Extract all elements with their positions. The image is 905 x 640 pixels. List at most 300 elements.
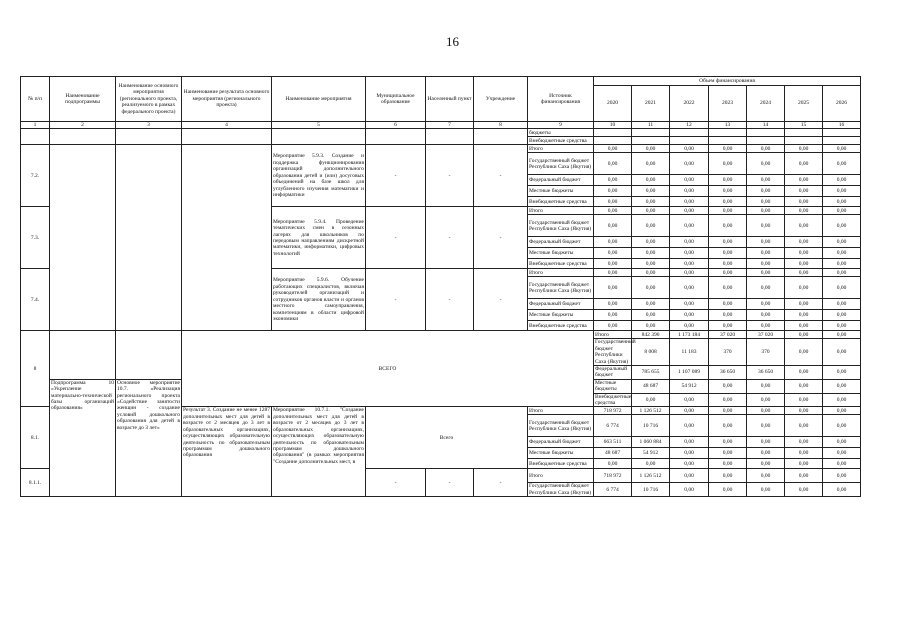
- funding-value: 0,00: [747, 448, 785, 459]
- funding-value: 0,00: [785, 366, 823, 380]
- funding-value: 0,00: [670, 186, 709, 197]
- row-number: 8.1.1.: [21, 469, 50, 497]
- funding-value: 1 126 512: [632, 469, 670, 483]
- event-name: Мероприятие 10.7.1. "Создание дополнительных мест для детей в возрасте от 2 месяцев до 3 лет в образовательных организациях, осуществляющих образовательную деятельность по образовательным программам дошкольного образования" (в рамках мероприятия "Создание дополнительных мест, в: [272, 407, 366, 497]
- funding-value: 0,00: [670, 407, 709, 415]
- event-name: Мероприятие 5.9.6. Обучение работающих специалистов, включая руководителей организаций и сотрудников органов власти и органов местного самоуправления, компетенциям в области цифровой экономики: [272, 269, 366, 331]
- funding-value: 663 511: [594, 437, 632, 448]
- funding-value: 0,00: [823, 259, 861, 269]
- funding-value: 0,00: [823, 248, 861, 259]
- funding-value: 11 183: [670, 339, 709, 366]
- column-index: 14: [747, 122, 785, 129]
- funding-value: 0,00: [747, 321, 785, 331]
- column-index: 7: [426, 122, 474, 129]
- funding-value: 0,00: [594, 277, 632, 299]
- funding-value: 37 020: [709, 331, 747, 339]
- funding-value: 0,00: [747, 215, 785, 237]
- source-label: Государственный бюджет Республики Саха (Якутия): [528, 483, 594, 497]
- funding-value: 0,00: [670, 483, 709, 497]
- column-index: 9: [528, 122, 594, 129]
- funding-value: 0,00: [823, 469, 861, 483]
- source-label: Местные бюджеты: [528, 248, 594, 259]
- funding-value: 0,00: [785, 207, 823, 215]
- funding-value: 0,00: [823, 415, 861, 437]
- funding-value: 0,00: [709, 175, 747, 186]
- year-header: 2022: [670, 86, 709, 122]
- empty-cell: [182, 129, 272, 145]
- institution: -: [474, 207, 528, 269]
- funding-value: 0,00: [670, 215, 709, 237]
- funding-value: 0,00: [709, 448, 747, 459]
- funding-value: 370: [747, 339, 785, 366]
- empty-cell: [182, 145, 272, 331]
- funding-value: [594, 137, 632, 145]
- institution: -: [474, 469, 528, 497]
- funding-value: 842 390: [632, 331, 670, 339]
- funding-value: 0,00: [594, 175, 632, 186]
- funding-value: 0,00: [823, 175, 861, 186]
- source-label: Внебюджетные средства: [528, 321, 594, 331]
- funding-value: [785, 137, 823, 145]
- funding-value: 0,00: [785, 415, 823, 437]
- funding-value: [785, 129, 823, 137]
- funding-value: 0,00: [670, 237, 709, 248]
- empty-cell: [50, 145, 116, 331]
- header-funding: Объем финансирования: [594, 77, 861, 86]
- funding-value: 718 972: [594, 469, 632, 483]
- funding-value: 48 687: [632, 379, 670, 393]
- funding-value: 0,00: [747, 277, 785, 299]
- funding-value: 0,00: [670, 153, 709, 175]
- table-row: [21, 129, 861, 137]
- funding-value: 0,00: [709, 186, 747, 197]
- funding-value: [823, 129, 861, 137]
- funding-value: 0,00: [823, 459, 861, 469]
- event-name: Мероприятие 5.9.3. Создание и поддержка функционирования организаций дополнительного образования детей и (или) досуговых объединений на базе школ для углубленного изучения математики и информатики: [272, 145, 366, 207]
- funding-value: 0,00: [785, 310, 823, 321]
- funding-value: 0,00: [785, 459, 823, 469]
- funding-value: 0,00: [785, 393, 823, 407]
- funding-value: 0,00: [823, 379, 861, 393]
- funding-value: 0,00: [785, 197, 823, 207]
- settlement: -: [426, 145, 474, 207]
- funding-value: 0,00: [709, 469, 747, 483]
- funding-value: 0,00: [594, 145, 632, 153]
- funding-value: 0,00: [594, 153, 632, 175]
- funding-value: 0,00: [747, 186, 785, 197]
- source-label: Итого: [528, 407, 594, 415]
- funding-value: 0,00: [823, 197, 861, 207]
- column-index: 6: [366, 122, 426, 129]
- funding-value: 0,00: [594, 299, 632, 310]
- funding-value: 0,00: [670, 437, 709, 448]
- funding-value: 0,00: [785, 437, 823, 448]
- funding-value: 0,00: [632, 186, 670, 197]
- funding-value: 0,00: [709, 277, 747, 299]
- settlement: -: [426, 207, 474, 269]
- funding-value: [670, 129, 709, 137]
- funding-value: 0,00: [594, 269, 632, 277]
- funding-value: 0,00: [670, 321, 709, 331]
- funding-value: 0,00: [632, 153, 670, 175]
- funding-value: 0,00: [709, 459, 747, 469]
- source-label: Итого: [594, 331, 632, 339]
- empty-cell: [116, 145, 182, 331]
- funding-value: 6 774: [594, 415, 632, 437]
- funding-value: 0,00: [670, 393, 709, 407]
- column-index: 13: [709, 122, 747, 129]
- empty-cell: [50, 331, 116, 379]
- funding-value: 0,00: [747, 437, 785, 448]
- funding-value: 718 972: [594, 407, 632, 415]
- funding-value: 0,00: [823, 237, 861, 248]
- funding-value: 0,00: [709, 259, 747, 269]
- source-label: Государственный бюджет Республики Саха (Якутия): [528, 415, 594, 437]
- funding-value: 0,00: [747, 299, 785, 310]
- funding-value: 0,00: [594, 215, 632, 237]
- funding-value: [747, 137, 785, 145]
- funding-value: 0,00: [785, 448, 823, 459]
- funding-value: 0,00: [785, 469, 823, 483]
- source-label: Внебюджетные средства: [528, 259, 594, 269]
- funding-value: 0,00: [823, 437, 861, 448]
- funding-value: 36 650: [747, 366, 785, 380]
- row-number: 7.4.: [21, 269, 50, 331]
- funding-value: 0,00: [747, 175, 785, 186]
- result-name: Результат 3. Создание не менее 1287 дополнительных мест для детей в возрасте от 2 месяцев до 3 лет в образовательных организациях, осуществляющих образовательную деятельность по образовательным программам дошкольного образования: [182, 407, 272, 497]
- source-label: Итого: [528, 269, 594, 277]
- main-event-name: Основное мероприятие 10.7. «Реализация регионального проекта «Содействие занятости женщин - создание условий дошкольного образования для детей в возрасте до 3 лет»: [116, 379, 182, 496]
- funding-value: 0,00: [785, 483, 823, 497]
- settlement: -: [426, 469, 474, 497]
- year-header: 2021: [632, 86, 670, 122]
- row-number: 8.1.: [21, 407, 50, 469]
- header-main-event: Наименование основного мероприятия (регионального проекта, реализуемого в рамках федерального проекта): [116, 77, 182, 122]
- funding-value: 0,00: [747, 469, 785, 483]
- empty-cell: [116, 331, 182, 379]
- funding-value: 785 655: [632, 366, 670, 380]
- funding-value: 0,00: [670, 415, 709, 437]
- funding-value: [747, 129, 785, 137]
- funding-value: 0,00: [594, 248, 632, 259]
- total-label: ВСЕГО: [182, 331, 594, 407]
- subprogram-name: Подпрограмма 10 «Укрепление материально-технической базы организаций образования»: [50, 379, 116, 496]
- funding-value: 0,00: [823, 407, 861, 415]
- funding-value: 0,00: [785, 331, 823, 339]
- funding-value: 0,00: [785, 215, 823, 237]
- funding-value: 0,00: [747, 153, 785, 175]
- funding-value: 0,00: [670, 299, 709, 310]
- funding-value: 8 008: [632, 339, 670, 366]
- row-number: 8: [21, 331, 50, 407]
- funding-value: 0,00: [709, 393, 747, 407]
- empty-cell: [426, 129, 474, 145]
- source-label: Государственный бюджет Республики Саха (Якутия): [528, 215, 594, 237]
- funding-value: 0,00: [670, 459, 709, 469]
- header-source: Источник финансирования: [528, 77, 594, 122]
- institution: -: [474, 269, 528, 331]
- funding-value: 0,00: [709, 299, 747, 310]
- source-label: Итого: [528, 145, 594, 153]
- funding-value: 0,00: [823, 321, 861, 331]
- source-label: Государственный бюджет Республики Саха (Якутия): [595, 339, 636, 365]
- funding-value: 0,00: [670, 248, 709, 259]
- source-label: бюджеты: [528, 129, 594, 137]
- funding-value: [709, 129, 747, 137]
- source-label: Федеральный бюджет: [528, 299, 594, 310]
- year-header: 2020: [594, 86, 632, 122]
- municipality: -: [366, 145, 426, 207]
- funding-value: 0,00: [594, 259, 632, 269]
- funding-value: 0,00: [785, 237, 823, 248]
- page-number: 16: [446, 34, 459, 49]
- funding-value: 0,00: [785, 407, 823, 415]
- funding-value: 0,00: [670, 310, 709, 321]
- funding-value: 0,00: [785, 145, 823, 153]
- funding-value: 48 687: [594, 448, 632, 459]
- funding-value: 370: [709, 339, 747, 366]
- funding-value: 0,00: [632, 175, 670, 186]
- funding-value: 0,00: [785, 299, 823, 310]
- funding-value: 0,00: [823, 215, 861, 237]
- funding-value: 0,00: [709, 237, 747, 248]
- column-index: 11: [632, 122, 670, 129]
- column-index: 4: [182, 122, 272, 129]
- source-label: Местные бюджеты: [528, 448, 594, 459]
- column-index: 5: [272, 122, 366, 129]
- empty-cell: [116, 129, 182, 145]
- source-label: Федеральный бюджет: [528, 437, 594, 448]
- funding-value: 0,00: [632, 459, 670, 469]
- funding-value: 0,00: [747, 248, 785, 259]
- funding-value: 0,00: [670, 175, 709, 186]
- source-label: Федеральный бюджет: [528, 175, 594, 186]
- year-header: 2024: [747, 86, 785, 122]
- funding-value: 0,00: [632, 145, 670, 153]
- source-label: Внебюджетные средства: [595, 393, 632, 407]
- funding-value: 0,00: [709, 483, 747, 497]
- funding-value: 0,00: [747, 197, 785, 207]
- year-header: 2023: [709, 86, 747, 122]
- funding-value: 1 107 089: [670, 366, 709, 380]
- source-label: Итого: [528, 469, 594, 483]
- funding-value: [670, 137, 709, 145]
- funding-value: 0,00: [823, 393, 861, 407]
- empty-cell: [272, 129, 366, 145]
- column-index: 8: [474, 122, 528, 129]
- funding-value: 0,00: [670, 197, 709, 207]
- source-label: Федеральный бюджет: [528, 237, 594, 248]
- funding-value: 0,00: [823, 310, 861, 321]
- row-number: 7.3.: [21, 207, 50, 269]
- funding-value: 0,00: [709, 197, 747, 207]
- funding-value: 0,00: [594, 459, 632, 469]
- funding-value: 0,00: [747, 379, 785, 393]
- total-label: Всего: [366, 407, 528, 469]
- funding-value: 54 912: [632, 448, 670, 459]
- funding-value: 0,00: [709, 153, 747, 175]
- source-label: Федеральный бюджет: [594, 366, 632, 380]
- funding-value: 0,00: [632, 277, 670, 299]
- funding-value: 0,00: [670, 259, 709, 269]
- funding-value: 0,00: [594, 197, 632, 207]
- year-header: 2026: [823, 86, 861, 122]
- funding-value: 0,00: [632, 269, 670, 277]
- empty-cell: [50, 129, 116, 145]
- institution: -: [474, 145, 528, 207]
- funding-value: 0,00: [709, 207, 747, 215]
- funding-value: 0,00: [670, 269, 709, 277]
- funding-value: 0,00: [823, 277, 861, 299]
- funding-value: 0,00: [823, 448, 861, 459]
- funding-value: 0,00: [709, 437, 747, 448]
- funding-value: 0,00: [709, 145, 747, 153]
- funding-value: 0,00: [823, 331, 861, 339]
- funding-value: [594, 129, 632, 137]
- funding-value: 0,00: [632, 310, 670, 321]
- source-label: Внебюджетные средства: [528, 459, 594, 469]
- funding-value: 0,00: [785, 379, 823, 393]
- column-index: 1: [21, 122, 50, 129]
- funding-value: 1 060 884: [632, 437, 670, 448]
- empty-cell: [21, 129, 50, 145]
- funding-value: 6 774: [594, 483, 632, 497]
- funding-value: 0,00: [709, 321, 747, 331]
- source-label: Местные бюджеты: [528, 310, 594, 321]
- funding-value: 0,00: [747, 415, 785, 437]
- column-index: 12: [670, 122, 709, 129]
- funding-value: 0,00: [747, 459, 785, 469]
- funding-value: 0,00: [747, 207, 785, 215]
- funding-value: 0,00: [785, 153, 823, 175]
- source-label: Государственный бюджет Республики Саха (Якутия): [528, 277, 594, 299]
- funding-value: 0,00: [594, 237, 632, 248]
- table-row: [21, 331, 861, 339]
- empty-cell: [366, 129, 426, 145]
- funding-value: 0,00: [785, 321, 823, 331]
- funding-value: 0,00: [632, 248, 670, 259]
- source-label: Местные бюджеты: [528, 186, 594, 197]
- empty-cell: [474, 129, 528, 145]
- municipality: -: [366, 469, 426, 497]
- funding-value: 0,00: [785, 259, 823, 269]
- header-result: Наименование результата основного мероприятия (регионального проекта): [182, 77, 272, 122]
- funding-table: [20, 76, 861, 497]
- event-name: Мероприятие 5.9.4. Проведение тематических смен в сезонных лагерях для школьников по передовым направлениям дискретной математики, информатики, цифровых технологий: [272, 207, 366, 269]
- source-label: Государственный бюджет Республики Саха (Якутия): [528, 153, 594, 175]
- funding-value: 0,00: [823, 153, 861, 175]
- source-label: Местные бюджеты: [594, 379, 632, 393]
- source-label: Итого: [528, 207, 594, 215]
- column-index: 2: [50, 122, 116, 129]
- header-subprogram: Наименование подпрограммы: [50, 77, 116, 122]
- funding-value: 37 020: [747, 331, 785, 339]
- funding-value: 0,00: [670, 448, 709, 459]
- funding-value: 0,00: [823, 339, 861, 366]
- funding-value: 0,00: [709, 248, 747, 259]
- funding-value: 0,00: [823, 483, 861, 497]
- funding-value: 0,00: [709, 215, 747, 237]
- funding-value: 0,00: [823, 145, 861, 153]
- funding-value: 0,00: [747, 259, 785, 269]
- funding-value: [709, 137, 747, 145]
- funding-value: 0,00: [632, 259, 670, 269]
- funding-value: 0,00: [670, 145, 709, 153]
- funding-value: 0,00: [594, 207, 632, 215]
- funding-value: 0,00: [785, 175, 823, 186]
- funding-value: 0,00: [823, 207, 861, 215]
- funding-value: 0,00: [709, 415, 747, 437]
- column-index: 3: [116, 122, 182, 129]
- funding-value: 0,00: [632, 237, 670, 248]
- funding-value: 0,00: [785, 186, 823, 197]
- funding-value: 0,00: [632, 393, 670, 407]
- header-event: Наименование мероприятия: [272, 77, 366, 122]
- funding-value: 0,00: [709, 407, 747, 415]
- header-no: № п/п: [21, 77, 50, 122]
- funding-value: 0,00: [747, 237, 785, 248]
- funding-value: 0,00: [747, 393, 785, 407]
- funding-value: 0,00: [747, 145, 785, 153]
- funding-value: 0,00: [747, 310, 785, 321]
- funding-value: 1 173 184: [670, 331, 709, 339]
- funding-value: 0,00: [747, 483, 785, 497]
- funding-value: 0,00: [594, 310, 632, 321]
- funding-value: 0,00: [785, 248, 823, 259]
- funding-value: 0,00: [709, 310, 747, 321]
- funding-value: 0,00: [670, 469, 709, 483]
- funding-value: 1 126 512: [632, 407, 670, 415]
- funding-value: 0,00: [823, 269, 861, 277]
- header-municipality: Муниципальное образование: [366, 77, 426, 122]
- funding-value: [823, 137, 861, 145]
- funding-value: 10 716: [632, 415, 670, 437]
- funding-value: 54 912: [670, 379, 709, 393]
- funding-value: [632, 129, 670, 137]
- funding-value: 0,00: [670, 207, 709, 215]
- settlement: -: [426, 269, 474, 331]
- funding-value: 0,00: [632, 321, 670, 331]
- funding-value: 0,00: [747, 407, 785, 415]
- funding-value: 0,00: [823, 366, 861, 380]
- municipality: -: [366, 269, 426, 331]
- funding-value: 0,00: [632, 215, 670, 237]
- funding-value: 0,00: [632, 197, 670, 207]
- funding-value: 36 650: [709, 366, 747, 380]
- column-index: 16: [823, 122, 861, 129]
- funding-value: 0,00: [785, 339, 823, 366]
- funding-value: 0,00: [823, 299, 861, 310]
- column-index: 10: [594, 122, 632, 129]
- funding-value: 0,00: [785, 269, 823, 277]
- funding-value: 0,00: [670, 277, 709, 299]
- funding-value: 0,00: [594, 186, 632, 197]
- funding-value: 0,00: [709, 269, 747, 277]
- source-label: Внебюджетные средства: [528, 137, 594, 145]
- funding-value: 0,00: [823, 186, 861, 197]
- table-row: [21, 145, 861, 153]
- year-header: 2025: [785, 86, 823, 122]
- header-institution: Учреждение: [474, 77, 528, 122]
- funding-value: 0,00: [632, 207, 670, 215]
- source-label: Внебюджетные средства: [528, 197, 594, 207]
- funding-value: 10 716: [632, 483, 670, 497]
- funding-value: 0,00: [632, 299, 670, 310]
- funding-value: 0,00: [747, 269, 785, 277]
- funding-value: 0,00: [785, 277, 823, 299]
- header-settlement: Населенный пункт: [426, 77, 474, 122]
- municipality: -: [366, 207, 426, 269]
